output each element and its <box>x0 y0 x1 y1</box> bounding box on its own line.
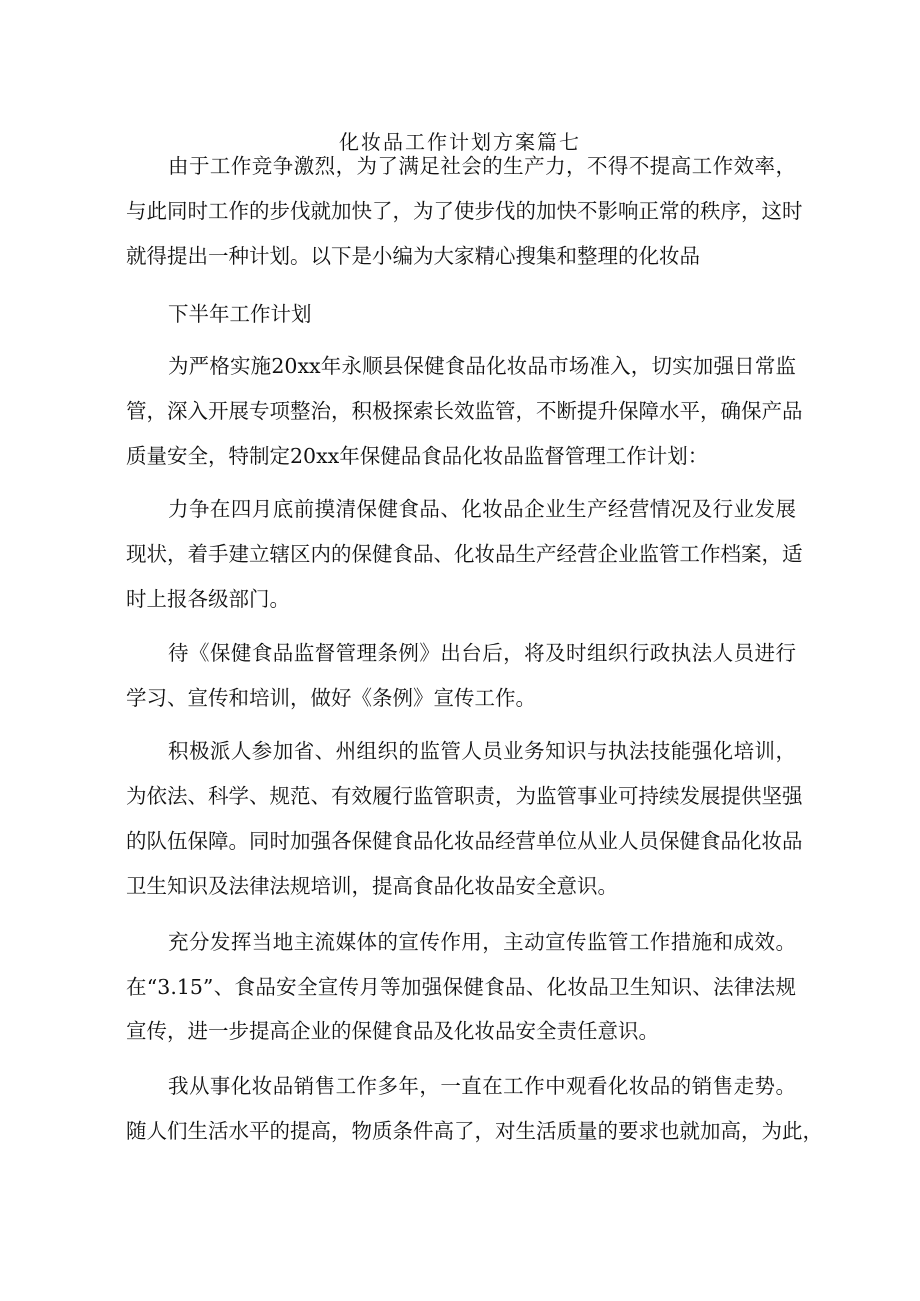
paragraph-8-line: 我从事化妆品销售工作多年，一直在工作中观看化妆品的销售走势。 <box>168 1074 796 1098</box>
paragraph-6-line: 积极派人参加省、州组织的监管人员业务知识与执法技能强化培训， <box>168 739 796 763</box>
paragraph-4-line: 时上报各级部门。 <box>126 587 290 611</box>
paragraph-1-line: 就得提出一种计划。以下是小编为大家精心搜集和整理的化妆品 <box>126 244 700 268</box>
paragraph-1-line: 由于工作竞争激烈，为了满足社会的生产力，不得不提高工作效率， <box>168 154 796 178</box>
paragraph-5-line: 待《保健食品监督管理条例》出台后，将及时组织行政执法人员进行 <box>168 641 796 665</box>
paragraph-1-line: 与此同时工作的步伐就加快了，为了使步伐的加快不影响正常的秩序，这时 <box>126 199 803 223</box>
paragraph-3-line: 管，深入开展专项整治，积极探索长效监管，不断提升保障水平，确保产品 <box>126 399 803 423</box>
paragraph-6-line: 的队伍保障。同时加强各保健食品化妆品经营单位从业人员保健食品化妆品 <box>126 829 803 853</box>
paragraph-6-line: 为依法、科学、规范、有效履行监管职责，为监管事业可持续发展提供坚强 <box>126 784 803 808</box>
paragraph-7-line: 宣传，进一步提高企业的保健食品及化妆品安全责任意识。 <box>126 1019 659 1043</box>
paragraph-6-line: 卫生知识及法律法规培训，提高食品化妆品安全意识。 <box>126 874 618 898</box>
paragraph-4-line: 力争在四月底前摸清保健食品、化妆品企业生产经营情况及行业发展 <box>168 497 796 521</box>
paragraph-3-line: 为严格实施20xx年永顺县保健食品化妆品市场准入，切实加强日常监 <box>168 354 796 378</box>
paragraph-4-line: 现状，着手建立辖区内的保健食品、化妆品生产经营企业监管工作档案，适 <box>126 542 803 566</box>
paragraph-7-line: 充分发挥当地主流媒体的宣传作用，主动宣传监管工作措施和成效。 <box>168 930 796 954</box>
paragraph-8-line: 随人们生活水平的提高，物质条件高了，对生活质量的要求也就加高，为此， <box>126 1119 823 1143</box>
paragraph-2-line: 下半年工作计划 <box>168 302 312 326</box>
paragraph-5-line: 学习、宣传和培训，做好《条例》宣传工作。 <box>126 686 536 710</box>
paragraph-3-line: 质量安全，特制定20xx年保健品食品化妆品监督管理工作计划： <box>126 444 709 468</box>
paragraph-7-line: 在“3.15”、食品安全宣传月等加强保健食品、化妆品卫生知识、法律法规 <box>126 975 796 999</box>
document-title: 化妆品工作计划方案篇七 <box>339 130 581 154</box>
